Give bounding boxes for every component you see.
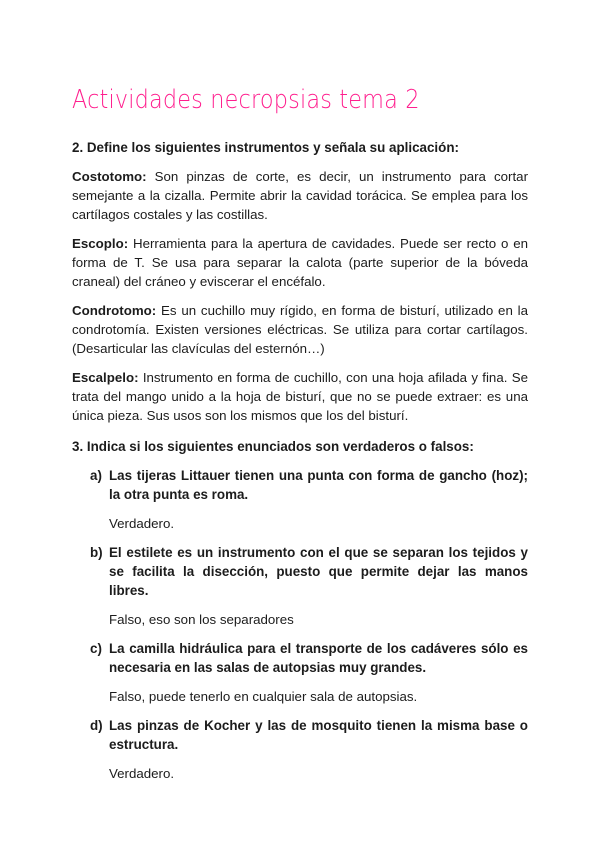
definition-text: Es un cuchillo muy rígido, en forma de bisturí, utilizado en la condrotomía. Existen versiones eléctricas. Se utiliza para cortar cartílagos. (Desarticular las clavículas del esternón…) bbox=[72, 303, 528, 356]
page-title: Actividades necropsias tema 2 bbox=[72, 85, 420, 115]
definition-text: Son pinzas de corte, es decir, un instrumento para cortar semejante a la cizalla. Permite abrir la cavidad torácica. Se emplea para los cartílagos costales y las costillas. bbox=[72, 169, 528, 222]
question-list bbox=[72, 466, 528, 783]
definition-text: Instrumento en forma de cuchillo, con una hoja afilada y fina. Se trata del mango unido a la hoja de bisturí, que no se puede extraer: es una única pieza. Sus usos son los mismos que los del bisturí. bbox=[72, 370, 528, 423]
definition-condrotomo bbox=[72, 301, 528, 358]
definition-term: Escalpelo: bbox=[72, 370, 139, 385]
question-item-c bbox=[72, 639, 528, 706]
question-item-d bbox=[72, 716, 528, 783]
definition-term: Costotomo: bbox=[72, 169, 147, 184]
definition-term: Condrotomo: bbox=[72, 303, 157, 318]
question-answer: Verdadero. bbox=[109, 516, 175, 531]
question-marker: b) bbox=[90, 545, 103, 560]
question-answer: Falso, eso son los separadores bbox=[109, 612, 294, 627]
definition-text: Herramienta para la apertura de cavidades. Puede ser recto o en forma de T. Se usa para separar la calota (parte superior de la bóveda craneal) del cráneo y eviscerar el encéfalo. bbox=[72, 236, 528, 289]
definition-escoplo bbox=[72, 234, 528, 291]
question-answer: Verdadero. bbox=[109, 766, 175, 781]
question-item-a bbox=[72, 466, 528, 533]
document-page bbox=[72, 82, 528, 793]
question-marker: c) bbox=[90, 641, 102, 656]
question-statement: Las tijeras Littauer tienen una punta con forma de gancho (hoz); la otra punta es roma. bbox=[109, 468, 528, 502]
question-answer: Falso, puede tenerlo en cualquier sala de autopsias. bbox=[109, 689, 418, 704]
question-item-b bbox=[72, 543, 528, 629]
question-statement: La camilla hidráulica para el transporte de los cadáveres sólo es necesaria en las salas de autopsias muy grandes. bbox=[109, 641, 528, 675]
definition-term: Escoplo: bbox=[72, 236, 129, 251]
section-heading-true-false: 3. Indica si los siguientes enunciados son verdaderos o falsos: bbox=[72, 439, 474, 454]
question-marker: d) bbox=[90, 718, 103, 733]
definition-costotomo bbox=[72, 167, 528, 224]
section-heading-definitions: 2. Define los siguientes instrumentos y señala su aplicación: bbox=[72, 140, 459, 155]
definition-escalpelo bbox=[72, 368, 528, 425]
question-statement: Las pinzas de Kocher y las de mosquito tienen la misma base o estructura. bbox=[109, 718, 528, 752]
question-marker: a) bbox=[90, 468, 102, 483]
question-statement: El estilete es un instrumento con el que se separan los tejidos y se facilita la disección, puesto que permite dejar las manos libres. bbox=[109, 545, 528, 598]
